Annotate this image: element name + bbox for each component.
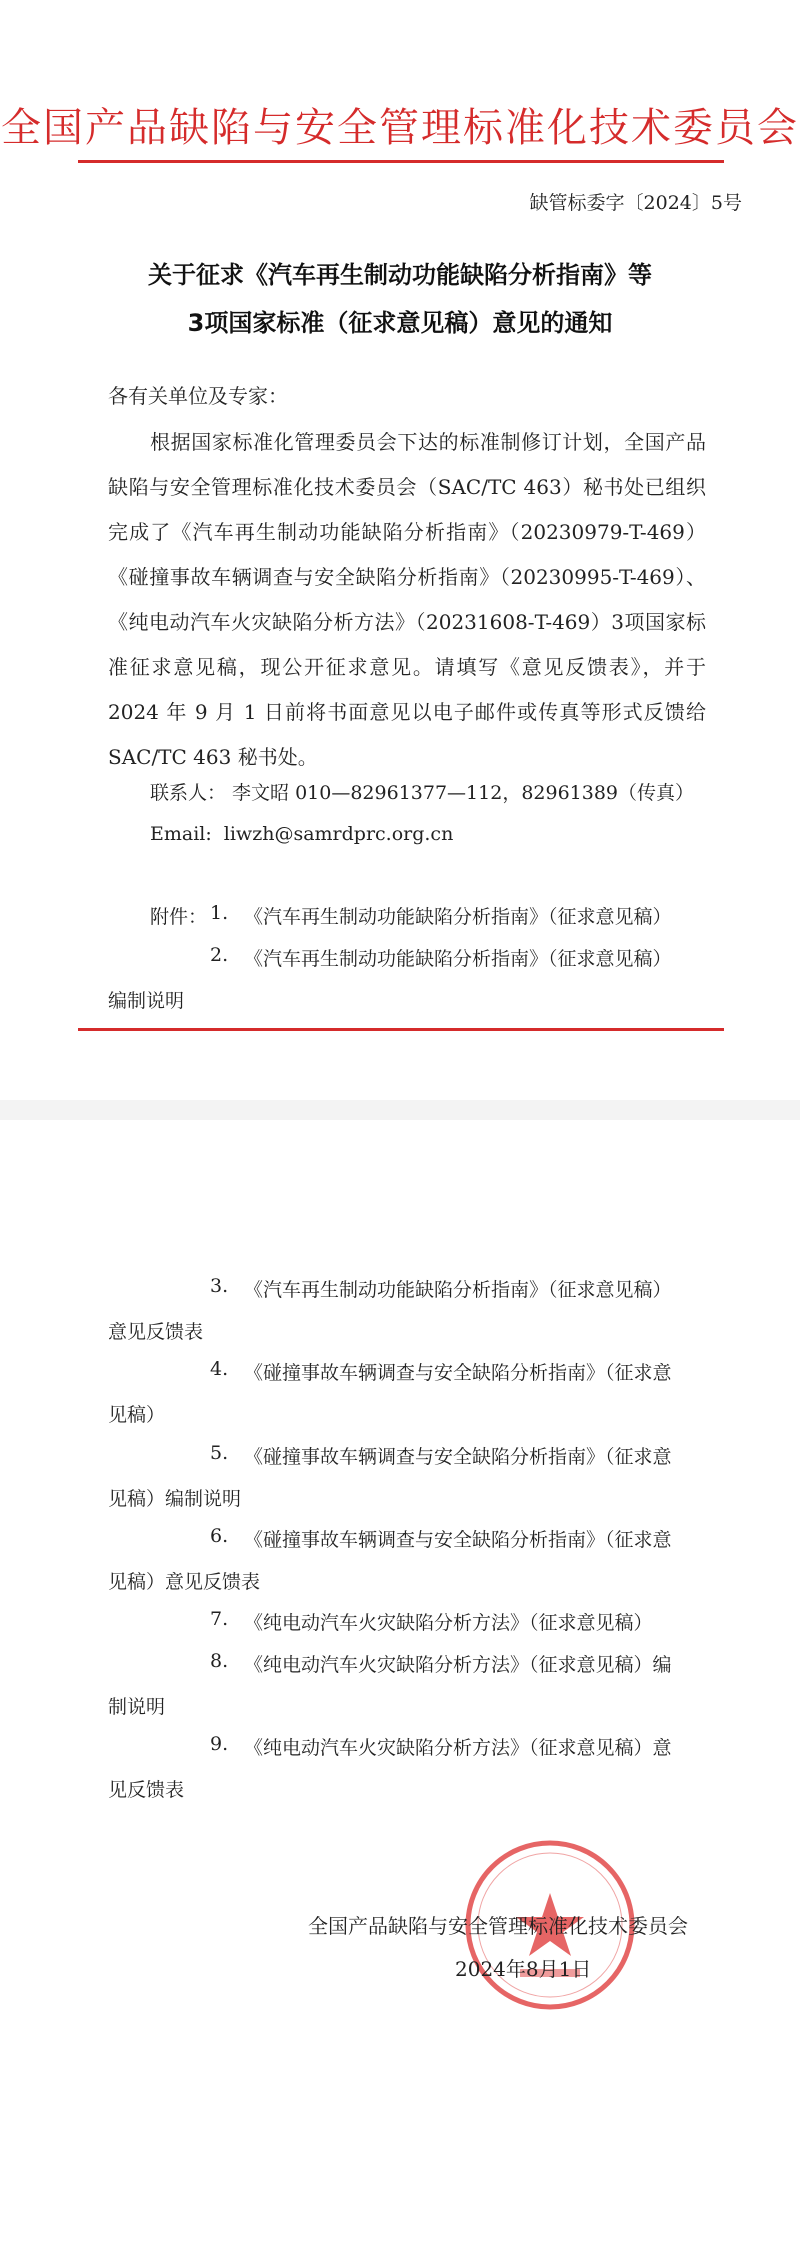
attachment-line: 《碰撞事故车辆调查与安全缺陷分析指南》（征求意 (244, 1362, 672, 1384)
attachment-line-cont: 见反馈表 (108, 1779, 185, 1801)
attachment-line-cont: 见稿）编制说明 (108, 1488, 242, 1510)
email-label: Email: (150, 823, 212, 845)
attachment-line: 《纯电动汽车火灾缺陷分析方法》（征求意见稿）意 (244, 1737, 672, 1759)
attachment-line: 《碰撞事故车辆调查与安全缺陷分析指南》（征求意 (244, 1446, 672, 1468)
attachment-line-cont: 见稿）意见反馈表 (108, 1571, 261, 1593)
attachment-num: 3. (210, 1275, 229, 1297)
org-title: 全国产品缺陷与安全管理标准化技术委员会 (1, 105, 799, 151)
attachment-num: 6. (210, 1525, 229, 1547)
attachment-line: 《碰撞事故车辆调查与安全缺陷分析指南》（征求意 (244, 1529, 672, 1551)
attachment-num: 1. (210, 902, 229, 924)
attachment-num: 9. (210, 1733, 229, 1755)
attachments-label: 附件： (150, 906, 208, 928)
addressee: 各有关单位及专家： (108, 384, 288, 408)
red-divider-bottom (78, 1028, 724, 1031)
notice-title-line2: 3项国家标准（征求意见稿）意见的通知 (187, 309, 613, 337)
attachment-num: 8. (210, 1650, 229, 1672)
attachment-num: 7. (210, 1608, 229, 1630)
notice-title-line1: 关于征求《汽车再生制动功能缺陷分析指南》等 (148, 261, 652, 289)
contact-line: 联系人： 李文昭 010—82961377—112，82961389（传真） (150, 782, 695, 804)
body-paragraph: 根据国家标准化管理委员会下达的标准制修订计划，全国产品缺陷与安全管理标准化技术委员会（SAC/TC 463）秘书处已组织完成了《汽车再生制动功能缺陷分析指南》（20230979-T-469）《碰撞事故车辆调查与安全缺陷分析指南》（20230995-T-469）、《纯电动汽车火灾缺陷分析方法》（20231608-T-469）3项国家标准征求意见稿，现公开征求意见。请填写《意见反馈表》，并于 2024 年 9 月 1 日前将书面意见以电子邮件或传真等形式反馈给 SAC/TC 463 秘书处。 (108, 430, 706, 769)
doc-number: 缺管标委字〔2024〕5号 (529, 192, 742, 214)
attachment-line: 《汽车再生制动功能缺陷分析指南》（征求意见稿） (244, 1279, 672, 1301)
page-gap (0, 1100, 800, 1120)
email-value: liwzh@samrdprc.org.cn (223, 823, 454, 845)
attachment-line: 《汽车再生制动功能缺陷分析指南》（征求意见稿） (244, 948, 672, 970)
attachment-line-cont: 编制说明 (108, 990, 185, 1012)
attachment-line: 《汽车再生制动功能缺陷分析指南》（征求意见稿） (244, 906, 672, 928)
attachment-num: 4. (210, 1358, 229, 1380)
email-line (150, 823, 465, 845)
attachment-line-cont: 制说明 (108, 1696, 166, 1718)
attachment-line-cont: 见稿） (108, 1404, 166, 1426)
red-divider-top (78, 160, 724, 163)
attachment-line-cont: 意见反馈表 (108, 1321, 204, 1343)
attachment-line: 《纯电动汽车火灾缺陷分析方法》（征求意见稿）编 (244, 1654, 672, 1676)
attachment-num: 2. (210, 944, 229, 966)
signature-date: 2024年8月1日 (455, 1957, 592, 1981)
attachment-line: 《纯电动汽车火灾缺陷分析方法》（征求意见稿） (244, 1612, 653, 1634)
attachment-num: 5. (210, 1442, 229, 1464)
signature-org: 全国产品缺陷与安全管理标准化技术委员会 (308, 1914, 688, 1938)
